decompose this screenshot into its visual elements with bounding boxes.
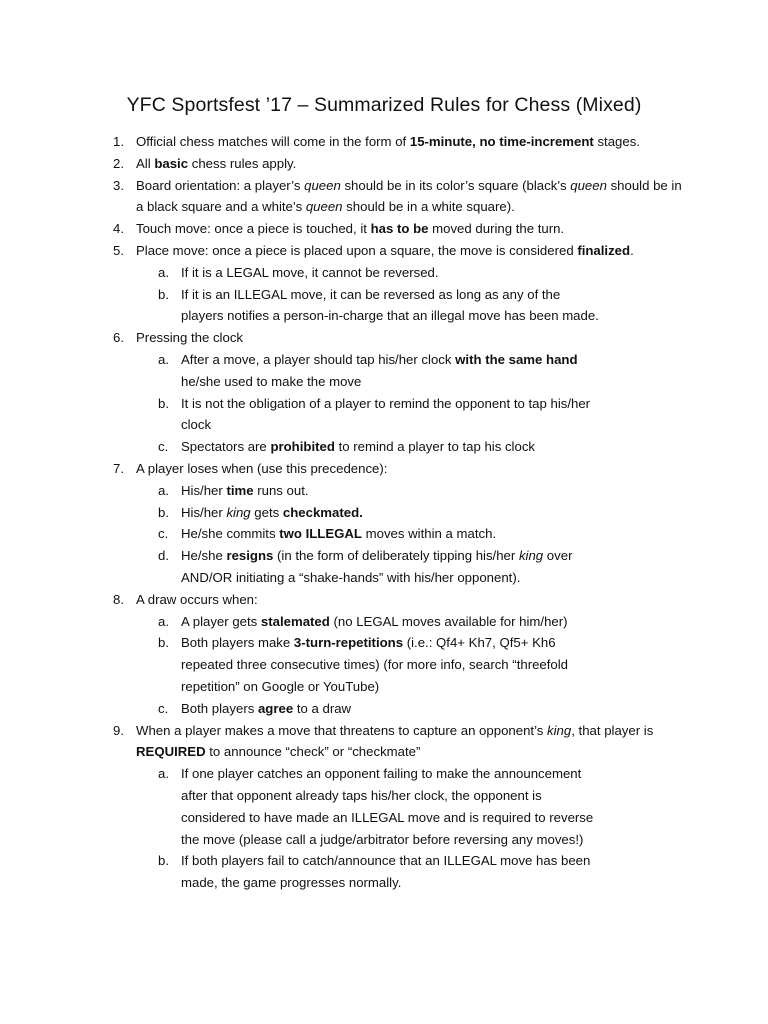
rule-item [0, 131, 768, 153]
sub-rules-list [136, 611, 688, 720]
sub-rule-letter: c. [158, 439, 169, 455]
rule-number: 9. [113, 722, 124, 738]
rule-text: If it is a LEGAL move, it cannot be reversed. [181, 264, 439, 280]
rule-body [136, 723, 653, 760]
sub-rules-list [136, 763, 688, 894]
emphasized-text: prohibited [270, 439, 335, 455]
rule-text: moved during the turn. [428, 221, 565, 237]
sub-rule-letter: d. [158, 548, 169, 564]
sub-rule-letter: a. [158, 264, 169, 280]
sub-rule-body [181, 614, 568, 629]
sub-rule-letter: a. [158, 613, 169, 629]
italic-text: king [226, 504, 251, 520]
sub-rule-letter: b. [158, 853, 169, 869]
sub-rule-letter: c. [158, 526, 169, 542]
rule-item [0, 240, 768, 327]
sub-rule-body [181, 396, 590, 433]
rule-text: . [630, 242, 634, 258]
rule-number: 2. [113, 155, 124, 171]
sub-rule-body [181, 483, 309, 498]
rule-text: should be in a white square). [342, 199, 515, 215]
sub-rule-body [181, 526, 496, 541]
sub-rule-letter: a. [158, 351, 169, 367]
emphasized-text: checkmated. [282, 504, 363, 520]
sub-rule-item [0, 763, 688, 850]
emphasized-text: agree [257, 700, 294, 716]
rule-text: His/her [181, 482, 227, 498]
sub-rule-item [0, 262, 688, 284]
emphasized-text: stalemated [260, 613, 330, 629]
rule-number: 8. [113, 591, 124, 607]
sub-rule-item [0, 632, 688, 697]
sub-rule-letter: b. [158, 395, 169, 411]
rule-text: , that player is [571, 722, 654, 738]
rule-text: Touch move: once a piece is touched, it [136, 221, 371, 237]
sub-rule-letter: c. [158, 700, 169, 716]
rule-item [0, 327, 768, 458]
sub-rule-letter: a. [158, 766, 169, 782]
rule-body [136, 178, 682, 215]
emphasized-text: 15-minute, no time-increment [409, 134, 594, 149]
rule-text: All [136, 155, 155, 171]
sub-rule-item [0, 545, 688, 589]
rule-body [136, 330, 243, 345]
sub-rule-body [181, 766, 593, 846]
sub-rule-item [0, 284, 688, 328]
emphasized-text: has to be [370, 221, 429, 237]
rule-number: 3. [113, 177, 124, 193]
rule-number: 6. [113, 330, 124, 346]
sub-rule-item [0, 611, 688, 633]
rule-text: stages. [593, 134, 640, 149]
sub-rule-letter: b. [158, 286, 169, 302]
emphasized-text: 3-turn-repetitions [293, 635, 404, 651]
rule-text: (in the form of deliberately tipping his/her [273, 548, 519, 564]
rule-item [0, 458, 768, 589]
emphasized-text: two ILLEGAL [279, 526, 362, 542]
sub-rule-body [181, 505, 363, 520]
rule-text: Spectators are [181, 439, 271, 455]
rule-text: should be in its color’s square (black’s [340, 177, 571, 193]
rule-text: to remind a player to tap his clock [334, 439, 536, 455]
sub-rules-list [136, 262, 688, 327]
emphasized-text: with the same hand [455, 351, 578, 367]
rule-body [136, 461, 387, 476]
sub-rule-item [0, 393, 688, 437]
rule-text: (i.e.: Qf4+ Kh7, Qf5+ Kh6 repeated three consecutive times) (for more info, search “threefold repetition” on Google or YouTube) [181, 635, 569, 694]
rule-text: He/she commits [181, 526, 280, 542]
rule-number: 1. [113, 134, 124, 149]
sub-rule-body [181, 853, 590, 890]
rule-item [0, 218, 768, 240]
document-title: YFC Sportsfest ’17 – Summarized Rules for Chess (Mixed) [126, 94, 642, 116]
rule-item [0, 589, 768, 720]
sub-rule-body [181, 439, 535, 454]
sub-rule-item [0, 698, 688, 720]
rule-body [136, 134, 640, 149]
rule-text: Official chess matches will come in the form of [136, 134, 410, 149]
rule-text: gets [250, 504, 283, 520]
sub-rule-letter: a. [158, 482, 169, 498]
sub-rule-item [0, 850, 688, 894]
italic-text: queen [305, 199, 343, 215]
rule-text: If both players fail to catch/announce that an ILLEGAL move has been made, the game progresses normally. [181, 853, 591, 891]
sub-rule-item [0, 502, 688, 524]
emphasized-text: basic [154, 155, 189, 171]
sub-rule-body [181, 265, 439, 280]
sub-rule-body [181, 287, 599, 324]
sub-rule-letter: b. [158, 635, 169, 651]
rule-text: Both players make [181, 635, 294, 651]
rule-item [0, 720, 768, 894]
rule-text: Board orientation: a player’s [136, 177, 305, 193]
rule-text: chess rules apply. [188, 155, 297, 171]
rule-text: A draw occurs when: [136, 591, 258, 607]
sub-rule-item [0, 523, 688, 545]
sub-rule-item [0, 436, 688, 458]
italic-text: king [547, 722, 572, 738]
rule-text: He/she [181, 548, 227, 564]
rule-text: over AND/OR initiating a “shake-hands” with his/her opponent). [181, 548, 573, 585]
rule-text: A player gets [181, 613, 261, 629]
rule-text: to a draw [293, 700, 352, 716]
rule-text: (no LEGAL moves available for him/her) [329, 613, 568, 629]
emphasized-text: resigns [226, 548, 274, 564]
rule-item [0, 153, 768, 175]
rule-body [136, 592, 258, 607]
sub-rule-body [181, 635, 568, 694]
rule-text: After a move, a player should tap his/her clock [181, 351, 456, 367]
rule-text: When a player makes a move that threatens to capture an opponent’s [136, 722, 548, 738]
italic-text: queen [570, 177, 607, 193]
rule-text: to announce “check” or “checkmate” [205, 744, 421, 760]
rule-body [136, 243, 634, 258]
sub-rule-body [181, 548, 572, 585]
sub-rule-item [0, 480, 688, 502]
emphasized-text: time [226, 482, 254, 498]
rule-body [136, 156, 296, 171]
sub-rule-body [181, 701, 351, 716]
rule-text: It is not the obligation of a player to remind the opponent to tap his/her clock [181, 395, 591, 433]
sub-rules-list [136, 480, 688, 589]
rule-text: Pressing the clock [136, 330, 244, 346]
rule-number: 7. [113, 460, 124, 476]
emphasized-text: REQUIRED [136, 744, 206, 760]
rule-text: Both players [181, 700, 258, 716]
rules-list [0, 131, 768, 894]
rule-text: should be in a black square and a white’s [136, 177, 682, 215]
italic-text: queen [304, 177, 341, 193]
rule-number: 4. [113, 221, 124, 237]
rule-number: 5. [113, 242, 124, 258]
rule-text: If it is an ILLEGAL move, it can be reversed as long as any of the players notifies a person-in-charge that an illegal move has been made. [181, 286, 599, 324]
sub-rule-letter: b. [158, 504, 169, 520]
rule-text: If one player catches an opponent failing to make the announcement after that opponent already taps his/her clock, the opponent is considered to have made an ILLEGAL move and is required to reverse the move (please call a judge/arbitrator before reversing any moves!) [181, 766, 594, 847]
rule-text: moves within a match. [361, 526, 497, 542]
rule-text: His/her [181, 504, 227, 520]
rule-text: runs out. [253, 482, 309, 498]
rule-text: Place move: once a piece is placed upon a square, the move is considered [136, 242, 578, 258]
rule-body [136, 221, 564, 236]
rule-text: he/she used to make the move [181, 373, 362, 389]
sub-rule-body [181, 352, 578, 389]
rule-item [0, 175, 768, 219]
emphasized-text: finalized [577, 242, 631, 258]
sub-rules-list [136, 349, 688, 458]
sub-rule-item [0, 349, 688, 393]
italic-text: king [518, 548, 544, 564]
rule-text: A player loses when (use this precedence): [136, 460, 388, 476]
